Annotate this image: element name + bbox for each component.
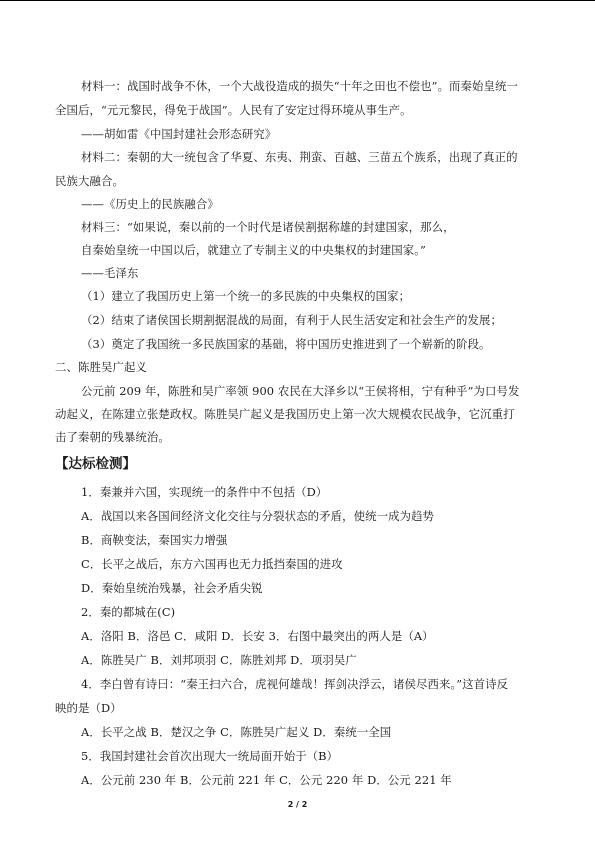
section-2-paragraph-line-2: 动起义，在陈建立张楚政权。陈胜吴广起义是我国历史上第一次大规模农民战争，它沉重打 [55,407,515,421]
material-2-line-2: 民族大融合。 [55,174,124,188]
question-1-option-b: B．商鞅变法，秦国实力增强 [81,533,228,547]
section-2-paragraph-line-1: 公元前 209 年，陈胜和吴广率领 900 农民在大泽乡以“王侯将相，宁有种乎”为口号发 [81,384,520,398]
question-5: 5．我国封建社会首次出现大一统局面开始于（B） [81,749,339,763]
question-2: 2．秦的都城在(C) [81,605,176,619]
question-3-options: A．陈胜吴广 B．刘邦项羽 C．陈胜刘邦 D．项羽吴广 [81,653,357,667]
question-1-option-d: D．秦始皇统治残暴，社会矛盾尖锐 [81,581,263,595]
question-1-option-a: A．战国以来各国间经济文化交往与分裂状态的矛盾，使统一成为趋势 [81,509,435,523]
section-2-title: 二、陈胜吴广起义 [55,360,147,374]
answer-2: （2）结束了诸侯国长期割据混战的局面，有利于人民生活安定和社会生产的发展； [81,313,503,327]
material-3-source: ——毛泽东 [81,266,139,280]
question-2-options: A．洛阳 B．洛邑 C．咸阳 D．长安 3．右图中最突出的两人是（A） [81,629,434,643]
question-5-options: A．公元前 230 年 B．公元前 221 年 C．公元 220 年 D．公元 221 年 [81,773,452,787]
material-2-line-1: 材料二：秦朝的大一统包含了华夏、东夷、荆蛮、百越、三苗五个族系，出现了真正的 [81,150,518,164]
material-1-line-2: 全国后，“元元黎民，得免于战国”。人民有了安定过得环境从事生产。 [55,103,412,117]
question-1-option-c: C．长平之战后，东方六国再也无力抵挡秦国的进攻 [81,557,343,571]
answer-3: （3）奠定了我国统一多民族国家的基础，将中国历史推进到了一个崭新的阶段。 [81,337,491,351]
material-3-line-1: 材料三：“如果说，秦以前的一个时代是诸侯割据称雄的封建国家，那么， [81,220,455,234]
answer-1: （1）建立了我国历史上第一个统一的多民族的中央集权的国家； [81,289,411,303]
question-4-line-2: 映的是（D） [55,701,122,715]
test-heading: 【达标检测】 [55,456,136,472]
material-1-source: ——胡如雷《中国封建社会形态研究》 [81,127,277,141]
page-number: 2 / 2 [287,800,308,809]
material-3-line-2: 自秦始皇统一中国以后，就建立了专制主义的中央集权的封建国家。” [81,243,426,257]
material-1-line-1: 材料一：战国时战争不休，一个大战役造成的损失“十年之田也不偿也”。而秦始皇统一 [81,79,519,93]
question-4-options: A．长平之战 B．楚汉之争 C．陈胜吴广起义 D．秦统一全国 [81,725,392,739]
question-4-line-1: 4．李白曾有诗曰：“秦王扫六合，虎视何雄哉！挥剑决浮云，诸侯尽西来。”这首诗反 [81,677,509,691]
section-2-paragraph-line-3: 击了秦朝的残暴统治。 [55,430,170,444]
material-2-source: ——《历史上的民族融合》 [81,197,219,211]
question-1: 1．秦兼并六国，实现统一的条件中不包括（D） [81,485,328,499]
